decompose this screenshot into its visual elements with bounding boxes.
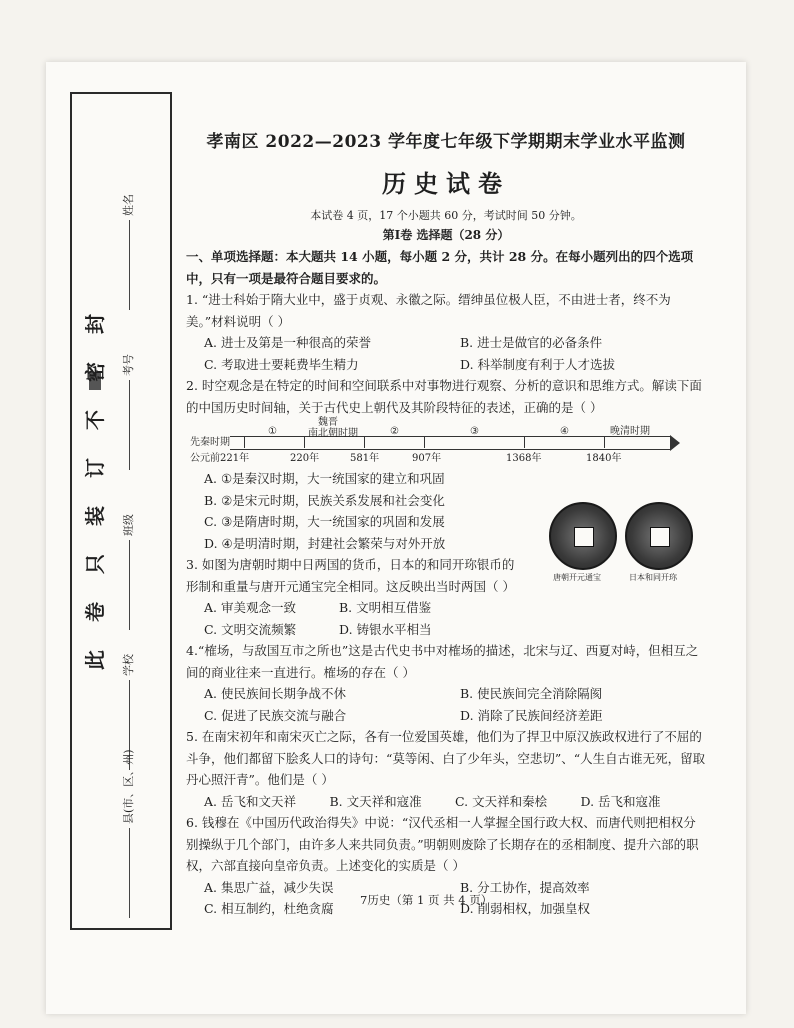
question-1: 1. “进士科始于隋大业中，盛于贞观、永徽之际。缙绅虽位极人臣，不由进士者，终不为美。”材料说明（ ） bbox=[186, 292, 671, 329]
question-4-options bbox=[186, 683, 706, 726]
class-field[interactable]: 班级 bbox=[120, 514, 136, 630]
timeline-label: 魏晋 bbox=[318, 417, 338, 429]
question-5-options bbox=[186, 791, 706, 813]
page-footer: 7历史（第 1 页 共 4 页） bbox=[360, 893, 493, 907]
option[interactable]: B. ②是宋元时期，民族关系发展和社会变化 bbox=[204, 492, 445, 508]
option[interactable]: A. 使民族间长期争战不休 bbox=[204, 686, 346, 702]
seal-char: 此 bbox=[83, 650, 107, 670]
timeline-year: 1368年 bbox=[506, 453, 542, 465]
seal-char: 装 bbox=[83, 506, 107, 526]
seal-char: 密 bbox=[83, 362, 107, 382]
question-3: 3. 如图为唐朝时期中日两国的货币，日本的和同开珎银币的形制和重量与唐开元通宝完全相同。这反映出当时两国（ ） bbox=[186, 557, 515, 594]
timeline-label: 南北朝时期 bbox=[308, 428, 358, 440]
timeline-tick bbox=[364, 436, 365, 448]
timeline-year: 公元前221年 bbox=[190, 453, 250, 465]
name-field[interactable]: 姓名 bbox=[120, 194, 136, 310]
option[interactable]: D. 科举制度有利于人才选拔 bbox=[460, 356, 616, 372]
option[interactable]: B. 文天祥和寇准 bbox=[329, 793, 422, 809]
timeline-tick bbox=[604, 436, 605, 448]
option[interactable]: A. 进士及第是一种很高的荣誉 bbox=[204, 335, 371, 351]
option[interactable]: B. 分工协作，提高效率 bbox=[460, 879, 590, 895]
seal-char: 封 bbox=[83, 314, 107, 334]
subject-title: 历史试卷 bbox=[382, 169, 510, 199]
timeline-year: 907年 bbox=[412, 453, 442, 465]
question-3-options bbox=[186, 597, 464, 640]
coin-caption: 唐朝开元通宝 bbox=[553, 573, 601, 582]
timeline-tick bbox=[304, 436, 305, 448]
question-5: 5. 在南宋初年和南宋灭亡之际，各有一位爱国英雄，他们为了捍卫中原汉族政权进行了不屈的斗争，他们都留下脍炙人口的诗句：“莫等闲、白了少年头，空悲切”、“人生自古谁无死，留取丹心照汗青”。他们是（ ） bbox=[186, 729, 706, 788]
exam-no-field[interactable]: 考号 bbox=[120, 354, 136, 470]
seal-char: 只 bbox=[83, 554, 107, 574]
timeline-label: 先秦时期 bbox=[190, 434, 230, 451]
option[interactable]: C. 文天祥和秦桧 bbox=[455, 793, 548, 809]
option[interactable]: D. 削弱相权，加强皇权 bbox=[460, 901, 591, 917]
timeline-tick bbox=[244, 436, 245, 448]
timeline-year: 220年 bbox=[290, 453, 320, 465]
exam-note: 本试卷 4 页，17 个小题共 60 分，考试时间 50 分钟。 bbox=[310, 208, 582, 222]
binding-seal-text bbox=[80, 300, 110, 684]
option[interactable]: A. 岳飞和文天祥 bbox=[204, 793, 296, 809]
question-2: 2. 时空观念是在特定的时间和空间联系中对事物进行观察、分析的意识和思维方式。解读下面的中国历史时间轴，关于古代史上朝代及其阶段特征的表述，正确的是（ ） bbox=[186, 378, 702, 415]
question-1-options bbox=[186, 332, 706, 375]
option[interactable]: A. 集思广益，减少失误 bbox=[204, 879, 334, 895]
timeline-label: 晚清时期 bbox=[610, 426, 650, 438]
option[interactable]: B. 文明相互借鉴 bbox=[339, 600, 432, 616]
timeline-label: ① bbox=[268, 426, 277, 438]
exam-title: 孝南区 2022—2023 学年度七年级下学期期末学业水平监测 bbox=[206, 132, 686, 152]
option[interactable]: B. 使民族间完全消除隔阂 bbox=[460, 686, 603, 702]
timeline-year: 1840年 bbox=[586, 453, 622, 465]
part-heading: 第Ⅰ卷 选择题（28 分） bbox=[382, 228, 510, 243]
history-timeline bbox=[186, 417, 706, 465]
option[interactable]: C. 相互制约，杜绝贪腐 bbox=[204, 901, 334, 917]
option[interactable]: C. 考取进士要耗费毕生精力 bbox=[204, 356, 359, 372]
question-6: 6. 钱穆在《中国历代政治得失》中说：“汉代丞相一人掌握全国行政大权、而唐代则把相权分别操纵于几个部门，由许多人来共同负责。”明朝则废除了长期存在的丞相制度、提升六部的职权，六部直接向皇帝负责。上述变化的实质是（ ） bbox=[186, 815, 699, 874]
option[interactable]: A. ①是秦汉时期，大一统国家的建立和巩固 bbox=[204, 471, 445, 487]
seal-char: 不 bbox=[83, 410, 107, 430]
school-field[interactable]: 学校 bbox=[120, 654, 136, 770]
seal-char: 卷 bbox=[83, 602, 107, 622]
option[interactable]: C. 文明交流频繁 bbox=[204, 621, 297, 637]
timeline-label: ③ bbox=[470, 426, 479, 438]
option[interactable]: C. ③是隋唐时期，大一统国家的巩固和发展 bbox=[204, 514, 445, 530]
timeline-tick bbox=[424, 436, 425, 448]
option[interactable]: D. 消除了民族间经济差距 bbox=[460, 707, 603, 723]
coin-images bbox=[545, 500, 693, 584]
section-heading: 一、单项选择题：本大题共 14 小题，每小题 2 分，共计 28 分。在每小题列出的四个选项中，只有一项是最符合题目要求的。 bbox=[186, 249, 694, 286]
seal-char: 订 bbox=[83, 458, 107, 478]
question-4: 4.“榷场，与敌国互市之所也”这是古代史书中对榷场的描述，北宋与辽、西夏对峙，但相互之间的商业往来一直进行。榷场的存在（ ） bbox=[186, 643, 699, 680]
coin-caption: 日本和同开珎 bbox=[629, 573, 677, 582]
option[interactable]: B. 进士是做官的必备条件 bbox=[460, 335, 603, 351]
county-field[interactable]: 县(市、区、州) bbox=[120, 749, 136, 918]
timeline-label: ④ bbox=[560, 426, 569, 438]
option[interactable]: D. ④是明清时期，封建社会繁荣与对外开放 bbox=[204, 535, 446, 551]
timeline-tick bbox=[524, 436, 525, 448]
kaiyuan-coin-image bbox=[549, 502, 617, 570]
timeline-bar bbox=[194, 436, 671, 450]
option[interactable]: A. 审美观念一致 bbox=[204, 600, 296, 616]
timeline-arrow-icon bbox=[670, 435, 680, 451]
timeline-label: ② bbox=[390, 426, 399, 438]
timeline-year: 581年 bbox=[350, 453, 380, 465]
option[interactable]: C. 促进了民族交流与融合 bbox=[204, 707, 347, 723]
option[interactable]: D. 铸银水平相当 bbox=[339, 621, 432, 637]
wadokaichin-coin-image bbox=[625, 502, 693, 570]
option[interactable]: D. 岳飞和寇准 bbox=[580, 793, 661, 809]
